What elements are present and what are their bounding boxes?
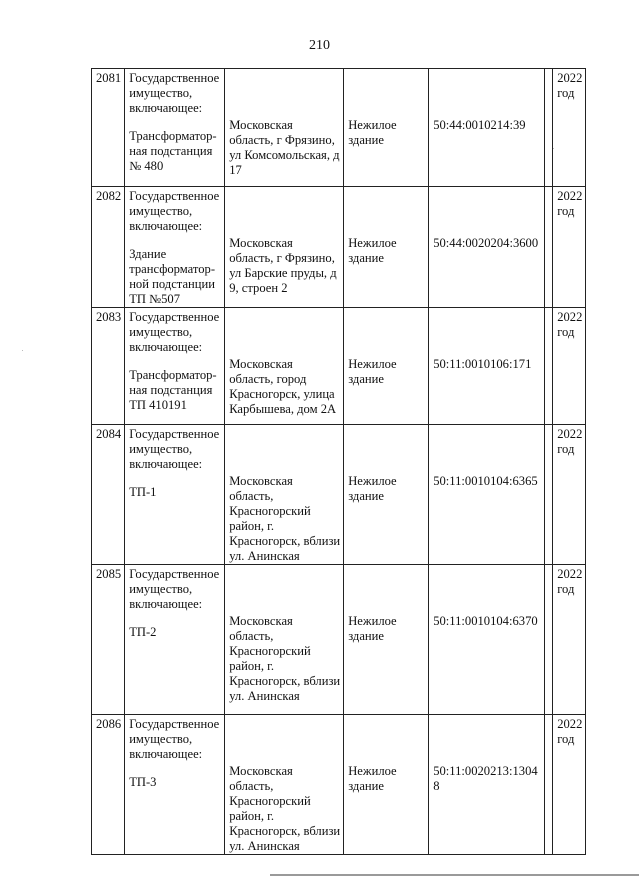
table-row — [92, 565, 586, 715]
object-type: Нежилое здание — [348, 357, 397, 386]
empty-cell — [545, 69, 553, 187]
type-cell — [344, 715, 429, 855]
cadastral-number: 50:11:0010104:6370 — [433, 614, 538, 628]
item-name: ТП-1 — [129, 485, 157, 499]
empty-cell — [545, 187, 553, 308]
type-cell — [344, 565, 429, 715]
address-cell — [225, 565, 344, 715]
page-number: 210 — [309, 38, 330, 53]
row-number: 2086 — [92, 715, 125, 855]
address: Московская область, Красногорский район, г. Красногорск, вблизи ул. Анинская — [229, 474, 341, 563]
row-number: 2085 — [92, 565, 125, 715]
item-name: Здание трансформатор-ной подстанции ТП №507 — [129, 247, 216, 306]
year-cell: 2022 год — [553, 425, 586, 565]
address-cell — [225, 187, 344, 308]
property-registry-table — [91, 68, 586, 855]
object-type: Нежилое здание — [348, 614, 397, 643]
item-name: Трансформатор-ная подстанция ТП 410191 — [129, 368, 217, 412]
year-cell: 2022 год — [553, 187, 586, 308]
row-number: 2081 — [92, 69, 125, 187]
table-row — [92, 187, 586, 308]
cadastral-cell — [429, 187, 545, 308]
item-heading: Государственное имущество, включающее: — [129, 310, 220, 354]
item-heading: Государственное имущество, включающее: — [129, 427, 220, 471]
item-heading: Государственное имущество, включающее: — [129, 717, 220, 761]
cadastral-number: 50:11:0010106:171 — [433, 357, 532, 371]
item-name: ТП-2 — [129, 625, 157, 639]
year-cell: 2022 год — [553, 715, 586, 855]
cadastral-number: 50:11:0010104:6365 — [433, 474, 538, 488]
table-row — [92, 425, 586, 565]
address: Московская область, Красногорский район, г. Красногорск, вблизи ул. Анинская — [229, 764, 341, 853]
address-cell — [225, 69, 344, 187]
type-cell — [344, 425, 429, 565]
item-heading: Государственное имущество, включающее: — [129, 71, 220, 115]
year-cell: 2022 год — [553, 565, 586, 715]
item-name-cell — [125, 308, 225, 425]
cadastral-cell — [429, 308, 545, 425]
cadastral-cell — [429, 715, 545, 855]
item-heading: Государственное имущество, включающее: — [129, 567, 220, 611]
empty-cell — [545, 308, 553, 425]
item-name: ТП-3 — [129, 775, 157, 789]
type-cell — [344, 69, 429, 187]
empty-cell — [545, 425, 553, 565]
object-type: Нежилое здание — [348, 118, 397, 147]
item-name-cell — [125, 187, 225, 308]
item-name-cell — [125, 715, 225, 855]
scan-edge-line — [270, 874, 639, 876]
empty-cell — [545, 715, 553, 855]
table-row — [92, 715, 586, 855]
type-cell — [344, 308, 429, 425]
cadastral-number: 50:44:0020204:3600 — [433, 236, 539, 250]
cadastral-cell — [429, 565, 545, 715]
cadastral-cell — [429, 425, 545, 565]
empty-cell — [545, 565, 553, 715]
scan-speck — [22, 350, 23, 351]
address: Московская область, Красногорский район, г. Красногорск, вблизи ул. Анинская — [229, 614, 341, 703]
year-cell: 2022 год — [553, 308, 586, 425]
scan-speck — [553, 148, 554, 149]
address: Московская область, г Фрязино, ул Комсомольская, д 17 — [229, 118, 340, 177]
row-number: 2083 — [92, 308, 125, 425]
row-number: 2084 — [92, 425, 125, 565]
object-type: Нежилое здание — [348, 236, 397, 265]
item-name-cell — [125, 425, 225, 565]
address-cell — [225, 425, 344, 565]
item-heading: Государственное имущество, включающее: — [129, 189, 220, 233]
row-number: 2082 — [92, 187, 125, 308]
table-row — [92, 308, 586, 425]
cadastral-number: 50:44:0010214:39 — [433, 118, 526, 132]
item-name-cell — [125, 69, 225, 187]
address-cell — [225, 308, 344, 425]
address: Московская область, г Фрязино, ул Барские пруды, д 9, строен 2 — [229, 236, 337, 295]
object-type: Нежилое здание — [348, 474, 397, 503]
table-row — [92, 69, 586, 187]
item-name: Трансформатор-ная подстанция № 480 — [129, 129, 217, 173]
address: Московская область, город Красногорск, улица Карбышева, дом 2А — [229, 357, 337, 416]
cadastral-number: 50:11:0020213:13048 — [433, 764, 538, 793]
item-name-cell — [125, 565, 225, 715]
object-type: Нежилое здание — [348, 764, 397, 793]
address-cell — [225, 715, 344, 855]
cadastral-cell — [429, 69, 545, 187]
type-cell — [344, 187, 429, 308]
year-cell: 2022 год — [553, 69, 586, 187]
